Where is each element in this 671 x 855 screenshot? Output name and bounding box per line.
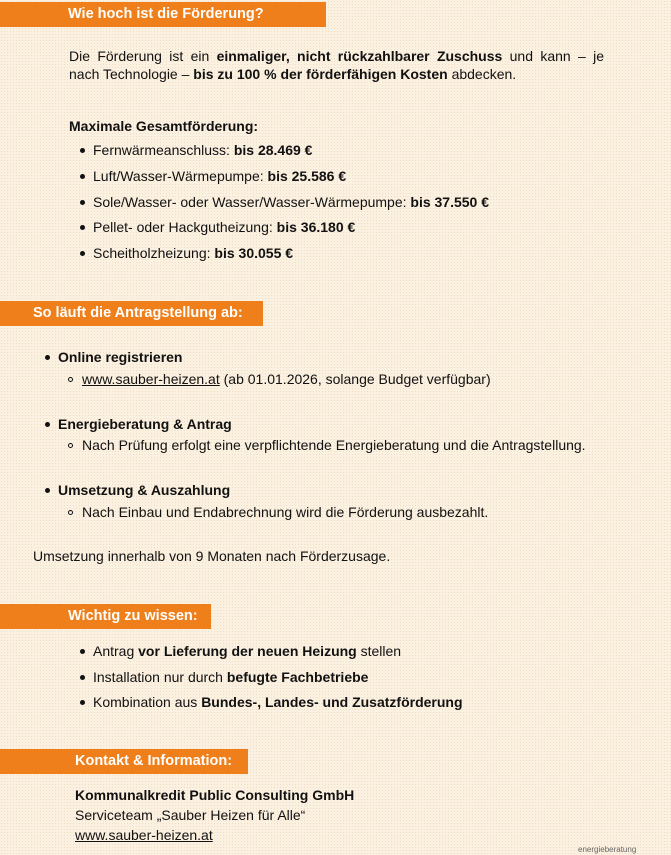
bullet-dot — [80, 174, 85, 179]
bullet-dot — [45, 355, 50, 360]
section-heading-foerderung — [0, 2, 326, 27]
step-title: Umsetzung & Auszahlung — [58, 482, 231, 498]
section-heading-kontakt — [0, 749, 248, 774]
section-heading-text: Wie hoch ist die Förderung? — [68, 6, 264, 22]
bullet-dot — [80, 700, 85, 705]
step-title: Energieberatung & Antrag — [58, 416, 232, 432]
sub-bullet-circle — [68, 377, 73, 382]
sub-bullet-circle — [68, 510, 73, 515]
list-item: Kombination aus Bundes-, Landes- und Zusatzförderung — [93, 694, 463, 710]
section-heading-text: Kontakt & Information: — [75, 753, 233, 769]
sub-bullet-circle — [68, 443, 73, 448]
list-item: Scheitholzheizung: bis 30.055 € — [93, 245, 294, 261]
corner-footnote: energieberatung — [578, 845, 637, 854]
company-name: Kommunalkredit Public Consulting GmbH — [75, 787, 355, 803]
intro-paragraph: Die Förderung ist ein einmaliger, nicht rückzahlbarer Zuschuss und kann – je — [69, 48, 604, 64]
deadline-note: Umsetzung innerhalb von 9 Monaten nach Förderzusage. — [33, 548, 391, 564]
bullet-dot — [45, 422, 50, 427]
step-detail: www.sauber-heizen.at (ab 01.01.2026, solange Budget verfügbar) — [82, 371, 491, 387]
bullet-dot — [80, 225, 85, 230]
bullet-dot — [80, 649, 85, 654]
service-team: Serviceteam „Sauber Heizen für Alle“ — [75, 807, 306, 823]
bullet-dot — [45, 488, 50, 493]
step-detail: Nach Prüfung erfolgt eine verpflichtende Energieberatung und die Antragstellung. — [82, 437, 586, 453]
section-heading-antrag — [0, 301, 263, 326]
section-heading-wichtig — [0, 604, 211, 629]
section-heading-text: So läuft die Antragstellung ab: — [33, 305, 243, 321]
contact-website-link[interactable]: www.sauber-heizen.at — [75, 827, 213, 843]
step-detail: Nach Einbau und Endabrechnung wird die Förderung ausbezahlt. — [82, 504, 489, 520]
bullet-dot — [80, 148, 85, 153]
website-link[interactable]: www.sauber-heizen.at — [82, 371, 220, 387]
section-heading-text: Wichtig zu wissen: — [68, 608, 198, 624]
list-item: Antrag vor Lieferung der neuen Heizung stellen — [93, 643, 402, 659]
step-title: Online registrieren — [58, 349, 183, 365]
bullet-dot — [80, 675, 85, 680]
list-item: Installation nur durch befugte Fachbetriebe — [93, 669, 369, 685]
list-item: Pellet- oder Hackgutheizung: bis 36.180 € — [93, 219, 356, 235]
list-item: Sole/Wasser- oder Wasser/Wasser-Wärmepumpe: bis 37.550 € — [93, 194, 490, 210]
bullet-dot — [80, 200, 85, 205]
max-funding-title: Maximale Gesamtförderung: — [69, 118, 259, 134]
list-item: Luft/Wasser-Wärmepumpe: bis 25.586 € — [93, 168, 347, 184]
intro-paragraph-line2: nach Technologie – bis zu 100 % der förderfähigen Kosten abdecken. — [69, 66, 517, 82]
bullet-dot — [80, 251, 85, 256]
list-item: Fernwärmeanschluss: bis 28.469 € — [93, 142, 313, 158]
